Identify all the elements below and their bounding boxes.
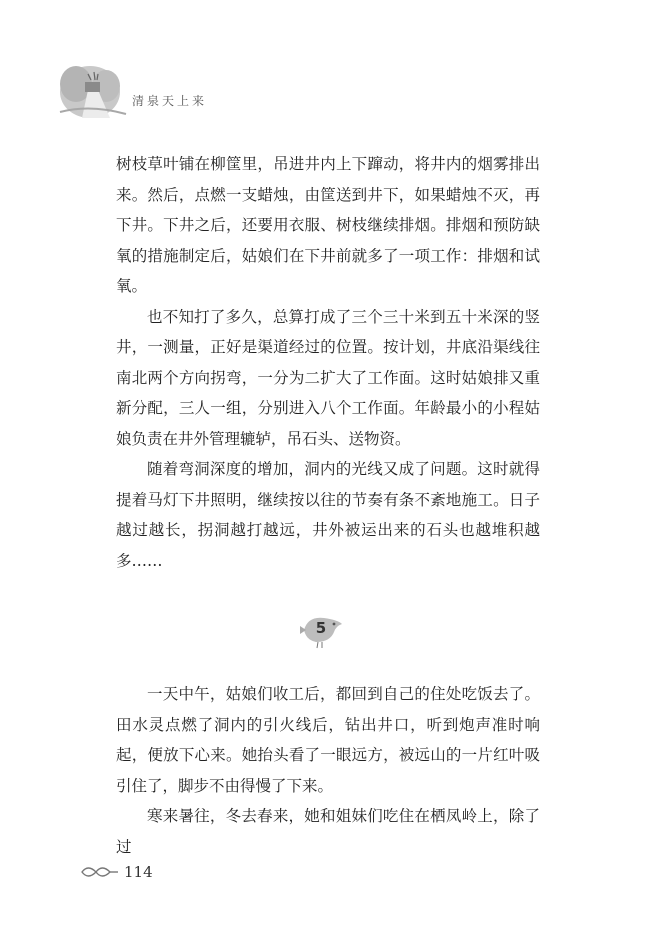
chapter-number: 5 xyxy=(315,619,327,637)
paragraph: 随着弯洞深度的增加，洞内的光线又成了问题。这时就得提着马灯下井照明，继续按以往的节奏有条不紊地施工。日子越过越长，拐洞越打越远，井外被运出来的石头也越堆积越多…… xyxy=(116,460,540,570)
text-block-top xyxy=(116,149,540,576)
paragraph: 一天中午，姑娘们收工后，都回到自己的住处吃饭去了。田水灵点燃了洞内的引火线后，钻出井口，听到炮声准时响起，便放下心来。她抬头看了一眼远方，被远山的一片红叶吸引住了，脚步不由得慢了下来。 xyxy=(116,685,540,795)
text-block-bottom xyxy=(116,679,540,862)
running-header xyxy=(52,52,252,132)
paragraph: 寒来暑往，冬去春来，她和姐妹们吃住在栖凤岭上，除了过 xyxy=(116,807,540,856)
page-footer xyxy=(80,862,200,884)
leaf-ornament-icon xyxy=(80,862,120,882)
paragraph: 也不知打了多久，总算打成了三个三十米到五十米深的竖井，一测量，正好是渠道经过的位置。按计划，井底沿渠线往南北两个方向拐弯，一分为二扩大了工作面。这时姑娘排又重新分配，三人一组，分别进入八个工作面。年龄最小的小程姑娘负责在井外管理辘轳，吊石头、送物资。 xyxy=(116,307,540,448)
paragraph: 树枝草叶铺在柳筐里，吊进井内上下蹿动，将井内的烟雾排出来。然后，点燃一支蜡烛，由筐送到井下，如果蜡烛不灭，再下井。下井之后，还要用衣服、树枝继续排烟。排烟和预防缺氧的措施制定后，姑娘们在下井前就多了一项工作：排烟和试氧。 xyxy=(116,155,540,295)
page-number: 114 xyxy=(124,863,153,881)
header-illustration xyxy=(52,52,130,122)
header-title: 清泉天上来 xyxy=(132,94,208,108)
chapter-marker xyxy=(298,610,348,650)
